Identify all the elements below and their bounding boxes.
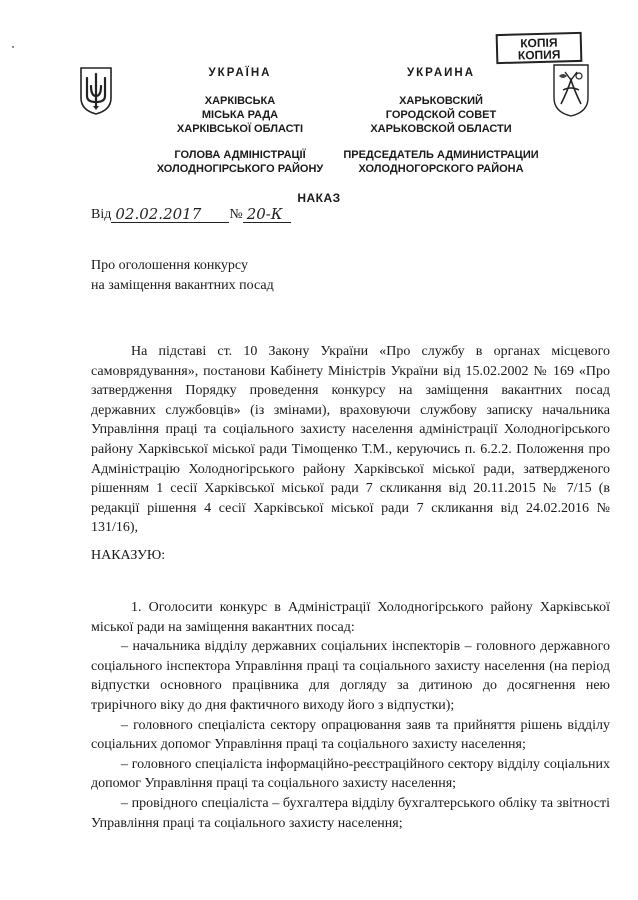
number-prefix: № — [229, 207, 243, 222]
country-name-ua: УКРАЇНА — [208, 67, 272, 79]
org-line: ГОРОДСКОЙ СОВЕТ — [385, 109, 497, 121]
country-name-ru: УКРАИНА — [406, 67, 475, 79]
copy-stamp-line-1: КОПІЯ — [520, 35, 558, 51]
org-name-ua — [130, 94, 350, 136]
order-title: НАКАЗ — [297, 191, 341, 205]
item-1 — [91, 598, 610, 833]
head-title-ru — [326, 148, 556, 176]
order-dateline — [91, 203, 291, 223]
position-item: – начальника відділу державних соціальних інспекторів – головного державного соціального інспектора Управління праці та соціального захисту населення (на період відпустки основного працівника для догляду за дитиною до досягнення нею трирічного віку до дня фактичного виходу його з відпустки); — [91, 639, 610, 713]
org-line: МІСЬКА РАДА — [201, 109, 279, 121]
header-right-russian — [326, 66, 556, 176]
org-line: ХАРЬКОВСКИЙ — [399, 95, 483, 107]
head-title-line: ПРЕДСЕДАТЕЛЬ АДМИНИСТРАЦИИ — [343, 149, 539, 161]
head-title-line: ХОЛОДНОГОРСКОГО РАЙОНА — [358, 163, 524, 175]
org-name-ru — [326, 94, 556, 136]
org-line: ХАРКІВСЬКА — [204, 95, 276, 107]
preamble-paragraph: На підставі ст. 10 Закону України «Про службу в органах місцевого самоврядування», постанови Кабінету Міністрів України від 15.02.2002 № 169 «Про затвердження Порядку проведення конкурсу на заміщення вакантних посад державних службовців» (із змінами), враховуючи службову записку начальника Управління праці та соціального захисту населення адміністрації Холодногірського району Харківської міської ради Тімощенко Т.М., керуючись п. 6.2.2. Положення про Адміністрацію Холодногірського району Харківської міської ради, затвердженого рішенням 1 сесії Харківської міської ради 7 скликання від 20.11.2015 № 7/15 (в редакції рішення 4 сесії Харківської міської ради 7 скликання від 24.02.2016 № 131/16), — [91, 344, 610, 536]
copy-stamp — [496, 32, 583, 64]
head-title-ua — [130, 148, 350, 176]
head-title-line: ХОЛОДНОГІРСЬКОГО РАЙОНУ — [156, 163, 324, 175]
order-subject — [91, 256, 274, 296]
trident-emblem-icon — [79, 66, 113, 116]
subject-line: Про оголошення конкурсу — [91, 258, 248, 273]
city-coat-of-arms-icon — [551, 62, 591, 118]
position-item: – головного спеціаліста сектору опрацювання заяв та прийняття рішень відділу соціальних допомог Управління праці та соціального захисту населення; — [91, 717, 610, 753]
position-item: – головного спеціаліста інформаційно-реєстраційного сектору відділу соціальних допомог Управління праці та соціального захисту населення; — [91, 756, 610, 792]
subject-line: на заміщення вакантних посад — [91, 278, 274, 293]
scan-speck — [12, 46, 14, 48]
org-line: ХАРКІВСЬКОЇ ОБЛАСТІ — [176, 123, 304, 135]
position-item: – провідного спеціаліста – бухгалтера відділу бухгалтерського обліку та звітності Управління праці та соціального захисту населення; — [91, 795, 610, 831]
command-heading: НАКАЗУЮ: — [91, 548, 166, 563]
handwritten-date: 02.02.2017 — [111, 207, 229, 223]
copy-stamp-line-2: КОПИЯ — [517, 47, 561, 63]
date-prefix: Від — [91, 207, 112, 222]
head-title-line: ГОЛОВА АДМІНІСТРАЦІЇ — [174, 149, 306, 161]
header-left-ukrainian — [130, 66, 350, 176]
item-1-intro: 1. Оголосити конкурс в Адміністрації Холодногірського району Харківської міської ради на заміщення вакантних посад: — [91, 600, 610, 635]
handwritten-order-number: 20-К — [243, 207, 291, 223]
org-line: ХАРЬКОВСКОЙ ОБЛАСТИ — [370, 123, 512, 135]
